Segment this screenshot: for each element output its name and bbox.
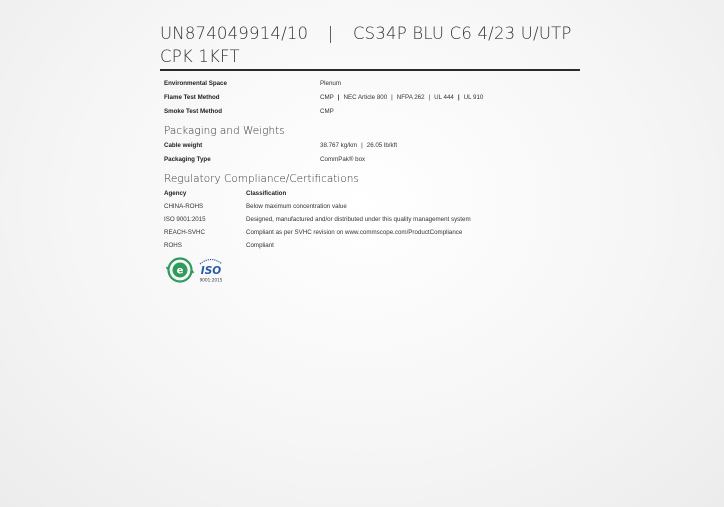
spec-key: Packaging Type — [164, 155, 211, 163]
iso-logo-caption: 9001:2015 — [199, 277, 223, 282]
spec-value: CMP — [320, 107, 334, 115]
regulatory-header-row — [160, 190, 471, 203]
title-line-1 — [160, 22, 580, 45]
title-divider — [160, 69, 580, 71]
weight-imperial: 26.05 lb/kft — [366, 141, 398, 149]
agency-column-header: Agency — [164, 189, 187, 197]
value-separator: | — [391, 93, 393, 101]
agency-cell: ISO 9001:2015 — [164, 215, 206, 223]
value-separator: | — [337, 93, 340, 101]
iso-9001-logo-icon — [196, 256, 226, 284]
agency-cell: ROHS — [164, 241, 182, 249]
classification-cell: Below maximum concentration value — [246, 202, 347, 210]
spec-value: CommPak® box — [320, 155, 366, 163]
packaging-table — [160, 142, 397, 170]
value-separator: | — [457, 93, 460, 101]
spec-row — [160, 80, 483, 94]
value-separator: | — [361, 141, 363, 149]
table-row — [160, 229, 471, 242]
product-title — [160, 22, 580, 69]
weight-metric: 38.767 kg/km — [320, 141, 358, 149]
flame-method-nfpa: NFPA 262 — [396, 93, 425, 101]
part-number: UN874049914/10 — [160, 24, 309, 43]
spec-value — [320, 94, 483, 108]
classification-cell: Compliant — [246, 241, 274, 249]
spec-row — [160, 108, 483, 122]
title-separator: | — [327, 24, 334, 43]
iso-logo-text: ISO — [200, 264, 222, 277]
value-separator: | — [428, 93, 431, 101]
spec-row — [160, 156, 397, 170]
agency-cell: REACH-SVHC — [164, 228, 205, 236]
packaging-heading: Packaging and Weights — [164, 124, 285, 137]
spec-value: Plenum — [320, 79, 341, 87]
flame-method-cmp: CMP — [320, 93, 334, 101]
description-line-1: CS34P BLU C6 4/23 U/UTP — [352, 24, 572, 43]
spec-key: Flame Test Method — [164, 93, 220, 101]
table-row — [160, 242, 471, 255]
table-row — [160, 203, 471, 216]
spec-row — [160, 94, 483, 108]
flame-method-nec: NEC Article 800 — [343, 93, 388, 101]
flame-method-ul444: UL 444 — [434, 93, 454, 101]
certification-logos — [166, 256, 580, 284]
agency-cell: CHINA-ROHS — [164, 202, 204, 210]
classification-cell: Compliant as per SVHC revision on www.commscope.com/ProductCompliance — [246, 228, 463, 236]
classification-column-header: Classification — [246, 189, 287, 197]
rohs-logo-letter: e — [176, 264, 184, 276]
spec-key: Cable weight — [164, 141, 203, 149]
table-row — [160, 216, 471, 229]
spec-key: Environmental Space — [164, 79, 227, 87]
spec-key: Smoke Test Method — [164, 107, 222, 115]
spec-value — [320, 142, 397, 156]
flame-method-ul910: UL 910 — [463, 93, 484, 101]
description-line-2: CPK 1KFT — [160, 47, 240, 66]
spec-row — [160, 142, 397, 156]
china-rohs-logo-icon — [166, 256, 194, 284]
classification-cell: Designed, manufactured and/or distributed under this quality management system — [246, 215, 471, 223]
regulatory-table — [160, 190, 471, 255]
spec-sheet — [160, 22, 580, 284]
regulatory-heading: Regulatory Compliance/Certifications — [164, 172, 359, 185]
spec-table — [160, 80, 483, 122]
